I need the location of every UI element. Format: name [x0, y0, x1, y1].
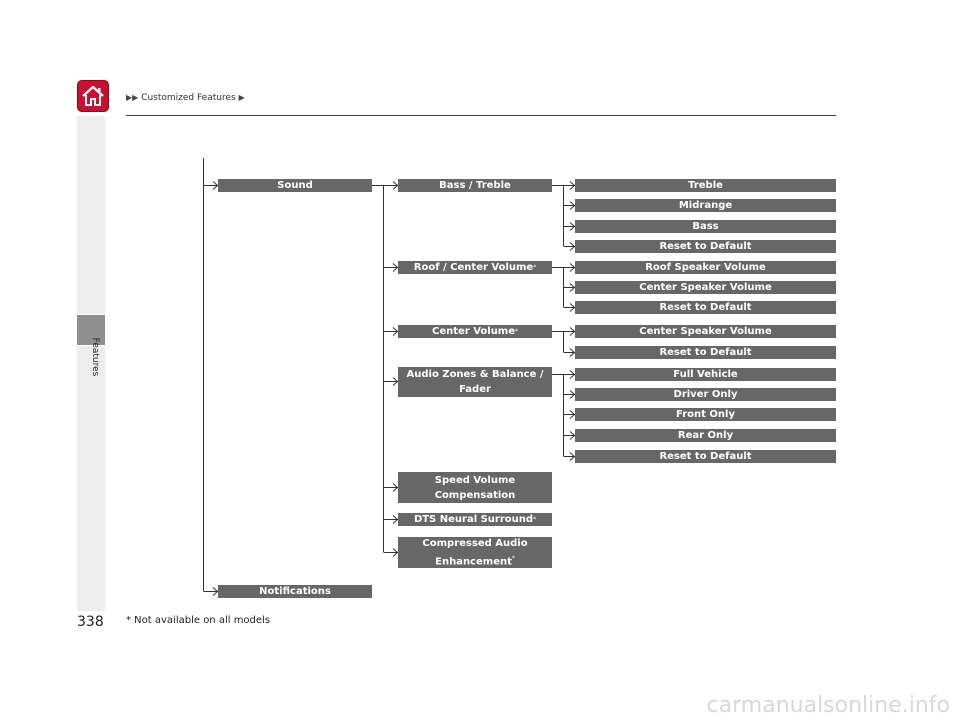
- option-reset-to-default[interactable]: Reset to Default: [575, 346, 836, 359]
- option-reset-to-default[interactable]: Reset to Default: [575, 240, 836, 253]
- option-rear-only[interactable]: Rear Only: [575, 429, 836, 442]
- option-full-vehicle[interactable]: Full Vehicle: [575, 368, 836, 381]
- breadcrumb-arrow-icon: ▶: [238, 93, 245, 102]
- menu-audio-zones-line1: Audio Zones & Balance /: [406, 369, 544, 380]
- menu-speed-volume-line2: Compensation: [434, 489, 516, 501]
- footnote: * Not available on all models: [126, 615, 271, 626]
- menu-roof-center-volume-label: Roof / Center Volume: [413, 262, 534, 273]
- breadcrumb-label[interactable]: Customized Features: [141, 93, 236, 103]
- menu-audio-zones-line2: Fader: [459, 384, 491, 395]
- menu-compressed-line1: Compressed Audio: [422, 537, 528, 549]
- menu-dts-neural-surround[interactable]: [398, 513, 552, 526]
- menu-speed-volume-compensation[interactable]: [398, 472, 552, 503]
- menu-compressed-line2: Enhancement: [435, 556, 512, 568]
- menu-center-volume-label: Center Volume: [431, 326, 516, 337]
- breadcrumb-arrow-icon: ▶▶: [126, 93, 139, 102]
- option-center-speaker-volume[interactable]: Center Speaker Volume: [575, 325, 836, 338]
- option-treble[interactable]: Treble: [575, 179, 836, 192]
- option-roof-speaker-volume[interactable]: Roof Speaker Volume: [575, 261, 836, 274]
- asterisk: *: [533, 264, 537, 271]
- menu-roof-center-volume[interactable]: [398, 261, 552, 274]
- option-front-only[interactable]: Front Only: [575, 408, 836, 421]
- menu-audio-zones[interactable]: [398, 367, 552, 397]
- asterisk: *: [511, 554, 515, 562]
- menu-compressed-line2-wrap: [435, 551, 515, 569]
- menu-notifications[interactable]: Notifications: [218, 585, 372, 598]
- option-center-speaker-volume[interactable]: Center Speaker Volume: [575, 281, 836, 294]
- asterisk: *: [533, 516, 537, 523]
- menu-sound[interactable]: Sound: [218, 179, 372, 192]
- menu-compressed-audio[interactable]: [398, 537, 552, 568]
- menu-dts-neural-label: DTS Neural Surround: [413, 514, 534, 525]
- watermark: carmanualsonline.info: [706, 693, 950, 718]
- option-bass[interactable]: Bass: [575, 220, 836, 233]
- sidebar-section-label: Features: [90, 337, 100, 377]
- option-driver-only[interactable]: Driver Only: [575, 388, 836, 401]
- menu-center-volume[interactable]: [398, 325, 552, 338]
- option-midrange[interactable]: Midrange: [575, 199, 836, 212]
- menu-speed-volume-line1: Speed Volume: [434, 474, 516, 486]
- option-reset-to-default[interactable]: Reset to Default: [575, 301, 836, 314]
- menu-bass-treble[interactable]: Bass / Treble: [398, 179, 552, 192]
- option-reset-to-default[interactable]: Reset to Default: [575, 450, 836, 463]
- asterisk: *: [515, 328, 519, 335]
- page-number: 338: [77, 614, 104, 630]
